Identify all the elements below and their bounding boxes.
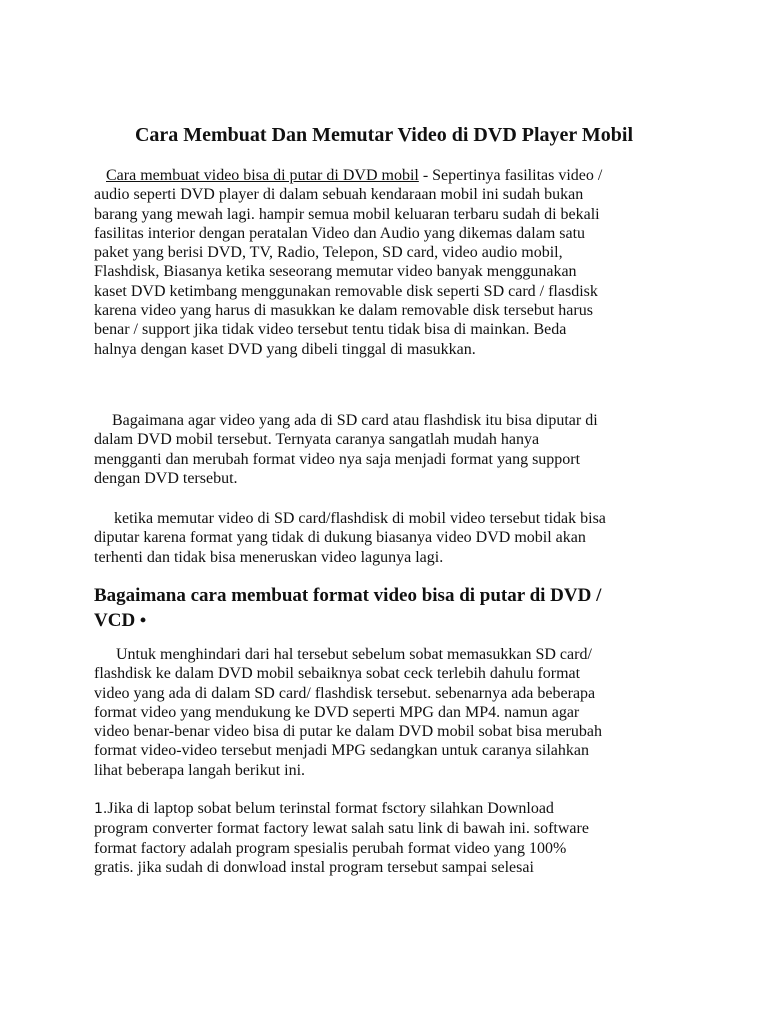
- section-heading-line-2: VCD: [94, 610, 136, 631]
- text-line: karena video yang harus di masukkan ke dalam removable disk tersebut harus: [94, 302, 593, 320]
- text-line: barang yang mewah lagi. hampir semua mobil keluaran terbaru sudah di bekali: [94, 205, 600, 223]
- text-line: paket yang berisi DVD, TV, Radio, Telepon, SD card, video audio mobil,: [94, 244, 563, 262]
- text-line: format video yang mendukung ke DVD seperti MPG dan MP4. namun agar: [94, 703, 580, 721]
- text-line: kaset DVD ketimbang menggunakan removable disk seperti SD card / flasdisk: [94, 282, 598, 300]
- section-heading: [94, 584, 684, 633]
- bullet-icon: •: [139, 610, 147, 630]
- text-line: dalam DVD mobil tersebut. Ternyata caranya sangatlah mudah hanya: [94, 431, 540, 449]
- paragraph-5: [94, 799, 684, 877]
- paragraph-2: [94, 411, 684, 488]
- text-line: Untuk menghindari dari hal tersebut sebelum sobat memasukkan SD card/: [116, 646, 592, 663]
- section-heading-line-1: Bagaimana cara membuat format video bisa di putar di DVD /: [94, 585, 602, 606]
- text-line: format factory adalah program spesialis perubah format video yang 100%: [94, 839, 567, 857]
- text-line: benar / support jika tidak video tersebut tentu tidak bisa di mainkan. Beda: [94, 321, 567, 339]
- page-title: Cara Membuat Dan Memutar Video di DVD Player Mobil: [134, 124, 634, 146]
- numbered-first-line-rest: Jika di laptop sobat belum terinstal format fsctory silahkan Download: [107, 800, 554, 817]
- intro-first-line: [94, 166, 684, 185]
- text-line: terhenti dan tidak bisa meneruskan video lagunya lagi.: [94, 548, 444, 566]
- text-line: ketika memutar video di SD card/flashdisk di mobil video tersebut tidak bisa: [114, 510, 606, 527]
- text-line: gratis. jika sudah di donwload instal program tersebut sampai selesai: [94, 858, 534, 876]
- text-line: audio seperti DVD player di dalam sebuah kendaraan mobil ini sudah bukan: [94, 186, 584, 204]
- text-line: program converter format factory lewat salah satu link di bawah ini. software: [94, 820, 589, 838]
- text-line: format video-video tersebut menjadi MPG sedangkan untuk caranya silahkan: [94, 742, 589, 760]
- intro-first-line-rest: - Sepertinya fasilitas video /: [418, 167, 603, 184]
- text-line: video benar-benar video bisa di putar ke dalam DVD mobil sobat bisa merubah: [94, 723, 602, 741]
- text-line: fasilitas interior dengan peratalan Video dan Audio yang dikemas dalam satu: [94, 224, 586, 242]
- text-line: flashdisk ke dalam DVD mobil sebaiknya sobat ceck terlebih dahulu format: [94, 665, 581, 683]
- numbered-first-line: [94, 799, 684, 819]
- intro-paragraph: [94, 166, 684, 359]
- text-line: dengan DVD tersebut.: [94, 469, 238, 487]
- text-line: Bagaimana agar video yang ada di SD card atau flashdisk itu bisa diputar di: [112, 412, 598, 429]
- text-line: diputar karena format yang tidak di dukung biasanya video DVD mobil akan: [94, 529, 586, 547]
- paragraph-4: [94, 645, 684, 780]
- text-line: halnya dengan kaset DVD yang dibeli tinggal di masukkan.: [94, 340, 476, 358]
- list-number: 1.: [94, 801, 108, 817]
- text-line: video yang ada di dalam SD card/ flashdisk tersebut. sebenarnya ada beberapa: [94, 684, 596, 702]
- intro-link[interactable]: Cara membuat video bisa di putar di DVD mobil: [106, 167, 419, 184]
- paragraph-3: [94, 509, 684, 567]
- text-line: mengganti dan merubah format video nya saja menjadi format yang support: [94, 450, 581, 468]
- text-line: lihat beberapa langah berikut ini.: [94, 761, 306, 779]
- text-line: Flashdisk, Biasanya ketika seseorang memutar video banyak menggunakan: [94, 263, 577, 281]
